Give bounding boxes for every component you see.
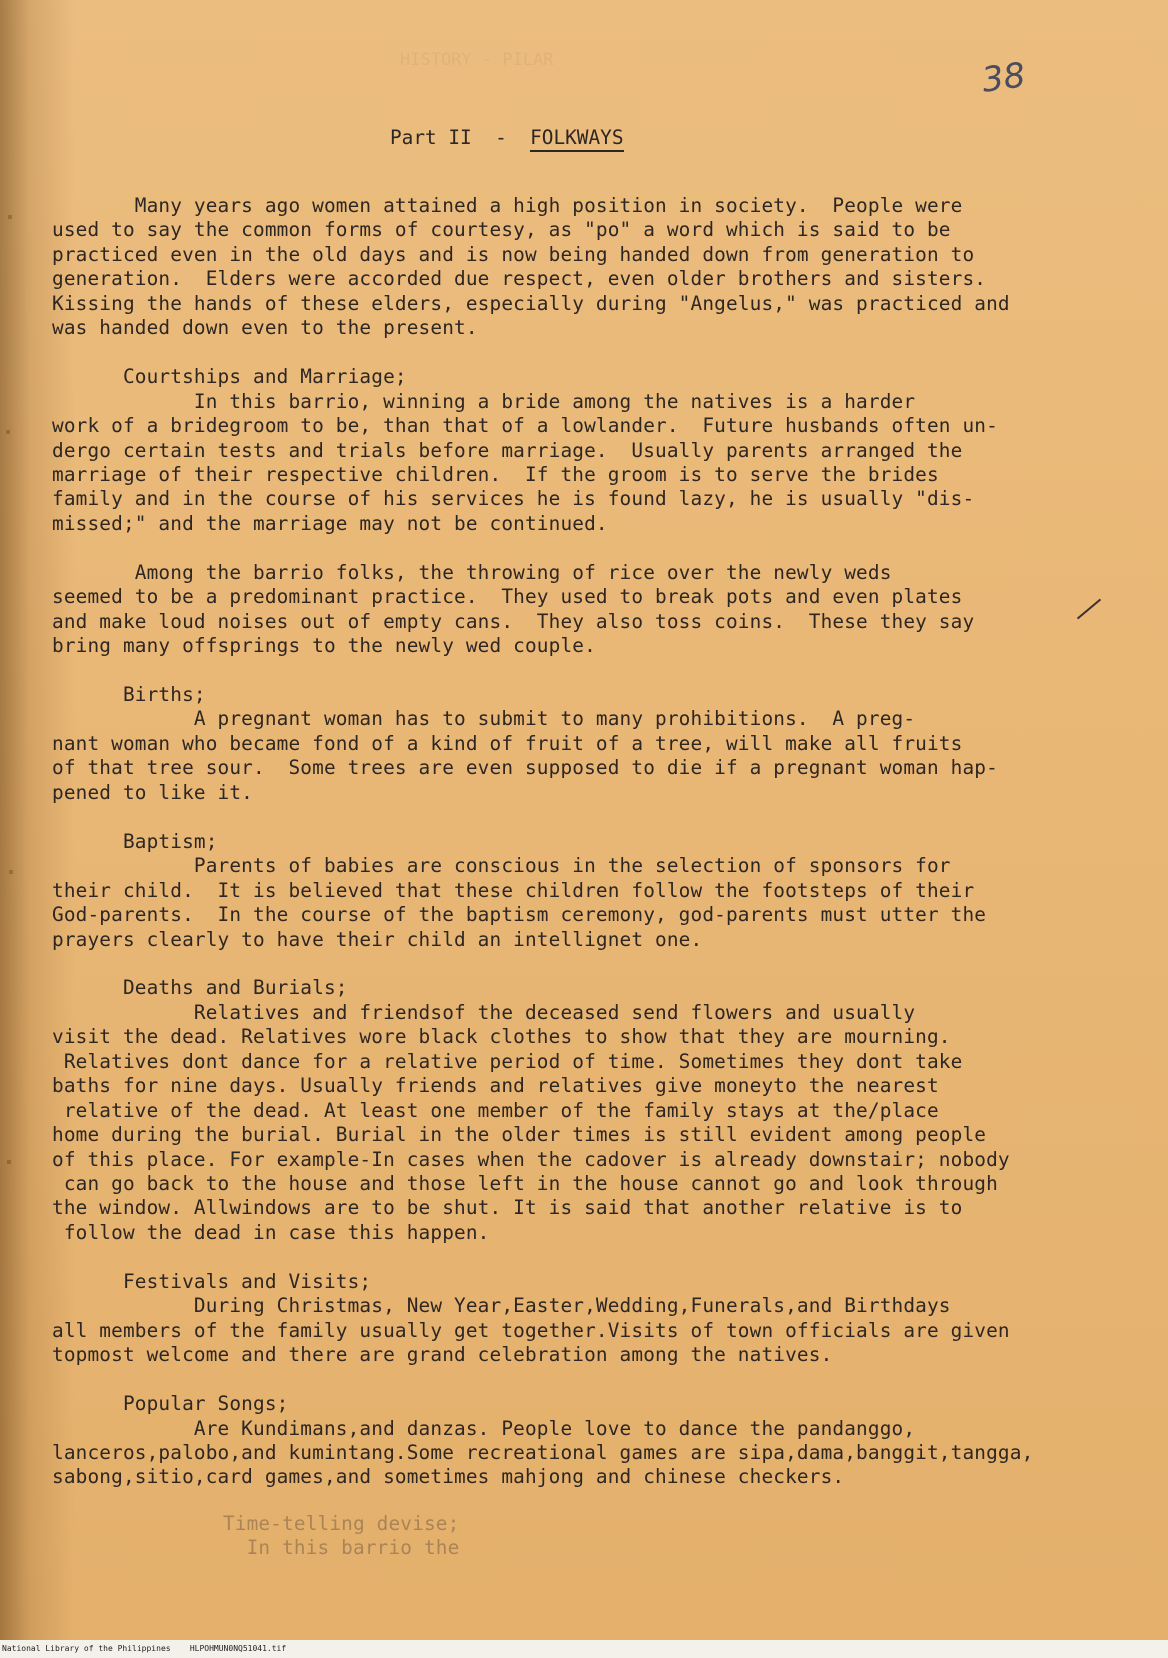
scan-footer: National Library of the Philippines HLPOHMUN0NQ51041.tif bbox=[0, 1640, 1168, 1658]
text-line: bring many offsprings to the newly wed couple. bbox=[52, 634, 596, 658]
text-line: Deaths and Burials; bbox=[52, 976, 348, 1000]
text-line: Are Kundimans,and danzas. People love to dance the pandanggo, bbox=[52, 1416, 916, 1440]
text-line: God-parents. In the course of the baptism ceremony, god-parents must utter the bbox=[52, 903, 987, 927]
text-line: nant woman who became fond of a kind of fruit of a tree, will make all fruits bbox=[52, 731, 963, 755]
margin-speck bbox=[7, 1160, 11, 1164]
title-prefix: Part II - bbox=[390, 126, 531, 149]
section-title bbox=[390, 126, 624, 149]
text-line: Births; bbox=[52, 683, 206, 706]
text-line: Kissing the hands of these elders, especially during "Angelus," was practiced and bbox=[52, 291, 1010, 315]
text-line: the window. Allwindows are to be shut. It is said that another relative is to bbox=[52, 1196, 963, 1220]
text-line: work of a bridegroom to be, than that of a lowlander. Future husbands often un- bbox=[52, 414, 998, 438]
text-line: Among the barrio folks, the throwing of rice over the newly weds bbox=[52, 560, 892, 584]
text-line: was handed down even to the present. bbox=[52, 316, 478, 340]
text-line: generation. Elders were accorded due respect, even older brothers and sisters. bbox=[52, 267, 987, 291]
text-line: Relatives dont dance for a relative period of time. Sometimes they dont take bbox=[52, 1049, 963, 1073]
text-line: prayers clearly to have their child an intellignet one. bbox=[52, 927, 703, 951]
text-line: During Christmas, New Year,Easter,Wedding,Funerals,and Birthdays bbox=[52, 1294, 951, 1318]
text-line: Popular Songs; bbox=[52, 1392, 289, 1416]
text-line: topmost welcome and there are grand celebration among the natives. bbox=[52, 1343, 833, 1367]
text-line: visit the dead. Relatives wore black clothes to show that they are mourning. bbox=[52, 1025, 951, 1049]
text-line: Relatives and friendsof the deceased send flowers and usually bbox=[52, 1000, 916, 1024]
text-line: practiced even in the old days and is now being handed down from generation to bbox=[52, 242, 975, 266]
text-line: lanceros,palobo,and kumintang.Some recreational games are sipa,dama,banggit,tangga, bbox=[52, 1440, 1034, 1464]
text-line: and make loud noises out of empty cans. They also toss coins. These they say bbox=[52, 609, 975, 633]
text-line: missed;" and the marriage may not be continued. bbox=[52, 511, 608, 535]
text-line: A pregnant woman has to submit to many prohibitions. A preg- bbox=[52, 707, 916, 731]
text-line: pened to like it. bbox=[52, 780, 254, 804]
faded-text-line: In this barrio the bbox=[152, 1536, 460, 1560]
page-number: 38 bbox=[979, 55, 1028, 101]
text-line: home during the burial. Burial in the older times is still evident among people bbox=[52, 1123, 987, 1147]
text-line: all members of the family usually get together.Visits of town officials are given bbox=[52, 1318, 1010, 1342]
text-line: can go back to the house and those left in the house cannot go and look through bbox=[52, 1172, 998, 1195]
margin-speck bbox=[9, 870, 13, 874]
text-line: relative of the dead. At least one member of the family stays at the/place bbox=[52, 1098, 939, 1122]
text-line: follow the dead in case this happen. bbox=[52, 1220, 490, 1244]
text-line: of this place. For example-In cases when the cadover is already downstair; nobody bbox=[52, 1147, 1010, 1171]
text-line: In this barrio, winning a bride among the natives is a harder bbox=[52, 389, 916, 413]
text-line: Many years ago women attained a high position in society. People were bbox=[52, 194, 963, 217]
text-line: baths for nine days. Usually friends and relatives give moneyto the nearest bbox=[52, 1074, 939, 1098]
text-line: their child. It is believed that these children follow the footsteps of their bbox=[52, 878, 975, 902]
title-subtitle: FOLKWAYS bbox=[530, 126, 623, 152]
margin-speck bbox=[6, 430, 10, 434]
text-line: sabong,sitio,card games,and sometimes mahjong and chinese checkers. bbox=[52, 1465, 845, 1489]
text-line: family and in the course of his services he is found lazy, he is usually "dis- bbox=[52, 487, 975, 511]
bleed-through-header: HISTORY - PILAR bbox=[400, 50, 554, 70]
text-line: marriage of their respective children. If the groom is to serve the brides bbox=[52, 462, 939, 486]
text-line: Courtships and Marriage; bbox=[52, 365, 407, 389]
text-line: Baptism; bbox=[52, 829, 218, 853]
margin-speck bbox=[8, 215, 12, 219]
text-line: of that tree sour. Some trees are even supposed to die if a pregnant woman hap- bbox=[52, 756, 998, 780]
faded-text-line: Time-telling devise; bbox=[152, 1511, 460, 1535]
text-line: dergo certain tests and trials before marriage. Usually parents arranged the bbox=[52, 438, 963, 462]
margin-mark bbox=[1077, 599, 1101, 620]
text-line: Festivals and Visits; bbox=[52, 1269, 372, 1293]
text-line: used to say the common forms of courtesy, as "po" a word which is said to be bbox=[52, 218, 951, 242]
text-line: Parents of babies are conscious in the selection of sponsors for bbox=[52, 854, 951, 878]
text-line: seemed to be a predominant practice. They used to break pots and even plates bbox=[52, 585, 963, 609]
